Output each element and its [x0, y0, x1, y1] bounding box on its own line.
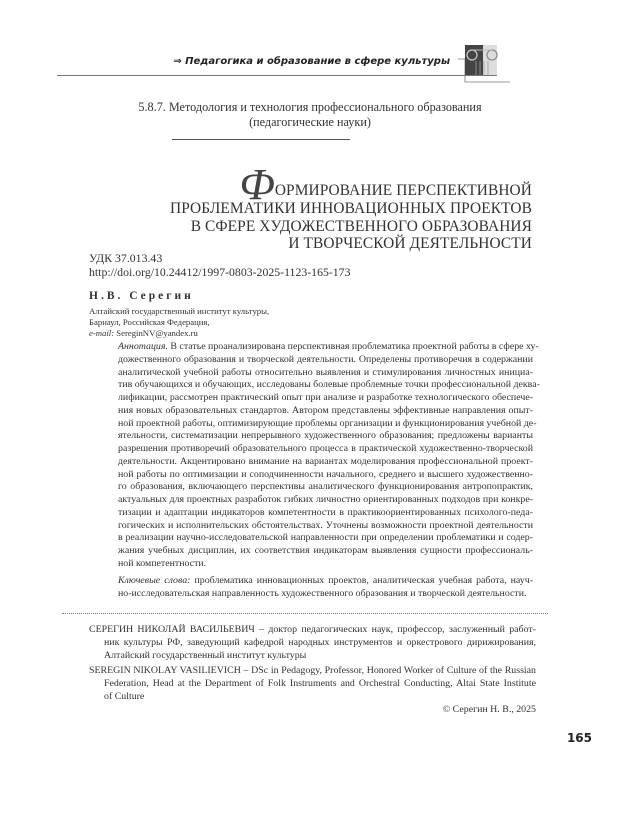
affiliation-city: Барнаул, Российская Федерация, [89, 317, 210, 327]
text-line: of Culture [104, 690, 145, 702]
text-line: актуальных для проектных разработок гибких личностно ориентированных подходов при конкре- [118, 494, 533, 505]
text-line [118, 575, 533, 588]
article-title [140, 160, 532, 253]
abstract-label: Аннотация. [118, 341, 168, 352]
subject-field: (педагогические науки) [249, 115, 371, 129]
subject-code: 5.8.7. Методология и технология профессионального образования [138, 100, 482, 114]
text-line: СЕРЕГИН НИКОЛАЙ ВАСИЛЬЕВИЧ – доктор педагогических наук, профессор, заслуженный работ- [89, 624, 536, 635]
text-segment: проблематика инновационных проектов, аналитическая учебная работа, науч- [190, 575, 534, 586]
text-line: гогических и исполнительских обстоятельствах. Уточнены возможности проектной деятельности [118, 519, 533, 531]
doi-link[interactable]: http://doi.org/10.24412/1997-0803-2025-1123-165-173 [89, 265, 351, 279]
arrow-icon: ⇒ [173, 56, 182, 67]
text-line: Алтайский государственный институт культуры [104, 649, 307, 661]
section-title: Педагогика и образование в сфере культуры [185, 56, 450, 67]
divider [172, 139, 350, 140]
affiliation [89, 306, 269, 339]
text-line [118, 341, 539, 354]
bio-english [89, 665, 536, 703]
text-line: ятельности, систематизации непрерывного художественного образования; предложены варианты [118, 430, 533, 442]
text-line: ния новых образовательных стандартов. Автором представлены эффективные направления опыт- [118, 404, 533, 416]
dotted-divider [62, 613, 548, 614]
text-line: тизации и адаптации индикаторов компетентности в практикоориентированных психолого-педа- [118, 506, 533, 518]
header-rule [57, 75, 497, 76]
text-line: но-исследовательская направленность художественного образования и творческой деятельности. [118, 587, 527, 599]
text-line: го образования, включающего перспективы аналитического функционирования антропопрактик, [118, 481, 533, 493]
title-line: ОРМИРОВАНИЕ ПЕРСПЕКТИВНОЙ [274, 182, 532, 199]
text-line: ной компетентности. [118, 557, 207, 569]
text-line: Federation, Head at the Department of Folk Instruments and Orchestral Conducting, Altai State Institute [104, 677, 536, 689]
title-line: В СФЕРЕ ХУДОЖЕСТВЕННОГО ОБРАЗОВАНИЯ [190, 217, 532, 235]
bio-russian [89, 624, 536, 662]
title-initial: Ф [239, 160, 275, 209]
text-line: тив обучающихся и обучающих, исследованы болевые проблемные точки профессиональной деква- [118, 379, 540, 391]
text-line: SEREGIN NIKOLAY VASILIEVICH – DSc in Pedagogy, Professor, Honored Worker of Culture of the Russian [89, 665, 536, 676]
ionic-column-capital-icon [458, 43, 510, 83]
text-line: разрешения противоречий образовательного процесса в практической художественно-творческой [118, 443, 533, 454]
email-label: e-mail: [89, 328, 115, 338]
text-line: ной работы по оптимизации и соподчиненности начального, среднего и высшего художественно- [118, 468, 533, 480]
text-line: ник культуры РФ, заведующий кафедрой народных инструментов и оркестрового дирижирования, [104, 636, 536, 648]
running-header [110, 56, 450, 67]
text-line: деятельности. Акцентировано внимание на вариантах моделирования профессиональной проект- [118, 455, 533, 467]
text-segment: В статье проанализирована перспективная проблематика проектной работы в сфере ху- [167, 341, 539, 352]
email-link[interactable]: SereginNV@yandex.ru [116, 328, 198, 338]
copyright: © Серегин Н. В., 2025 [442, 704, 536, 715]
affiliation-institute: Алтайский государственный институт культуры, [89, 306, 270, 316]
text-line: аналитической учебной работы относительно выявления и стимулирования личностных инициа- [118, 366, 533, 378]
text-line: в реализации научно-исследовательской направленности при определении проблематики и содер- [118, 532, 533, 544]
page-number: 165 [566, 731, 592, 745]
text-line: жания учебных дисциплин, их соответствия индикаторам выявления сущности профессиональ- [118, 545, 533, 556]
title-line: И ТВОРЧЕСКОЙ ДЕЯТЕЛЬНОСТИ [288, 235, 532, 252]
keywords-label: Ключевые слова: [118, 575, 191, 586]
keywords [118, 575, 533, 601]
text-line: ной проектной работы, оптимизирующие проблемы организации и функционирования учебной де- [118, 417, 537, 429]
author-name: Н.В. Серегин [89, 290, 194, 302]
text-line: лификации, рассмотрен практический опыт при анализе и разработке технологического обеспече- [118, 392, 533, 403]
text-line: дожественного образования и творческой деятельности. Определены противоречия в содержании [118, 353, 533, 365]
udk: УДК 37.013.43 [89, 251, 163, 265]
title-line: ПРОБЛЕМАТИКИ ИННОВАЦИОННЫХ ПРОЕКТОВ [169, 200, 532, 217]
abstract [118, 341, 540, 571]
